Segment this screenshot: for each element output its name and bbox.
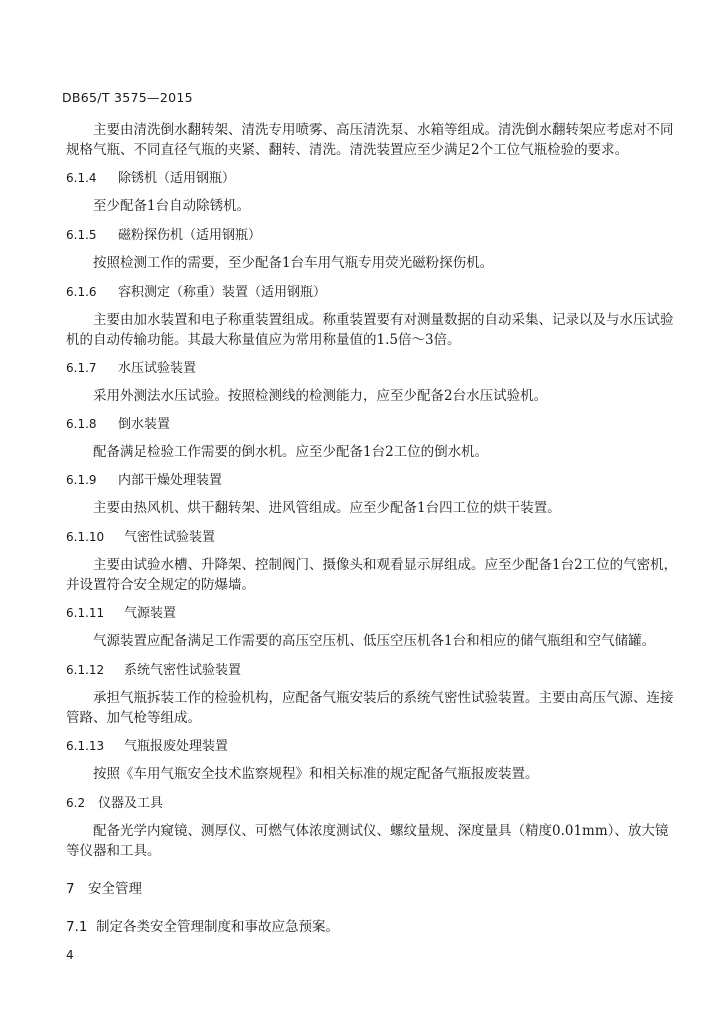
section-heading-6-2	[66, 795, 163, 812]
paragraph-line: 主要由清洗倒水翻转架、清洗专用喷雾、高压清洗泵、水箱等组成。清洗倒水翻转架应考虑对不同	[93, 122, 674, 138]
section-heading-6-1-5	[66, 227, 261, 244]
paragraph-line: 承担气瓶拆装工作的检验机构，应配备气瓶安装后的系统气密性试验装置。主要由高压气源、连接	[93, 690, 674, 706]
section-number: 6.2	[66, 796, 86, 810]
section-number: 6.1.11	[66, 606, 105, 620]
paragraph-line: 气源装置应配备满足工作需要的高压空压机、低压空压机各1台和相应的储气瓶组和空气储罐。	[93, 633, 656, 649]
clause-number: 7.1	[66, 919, 88, 935]
paragraph-line: 至少配备1台自动除锈机。	[93, 198, 251, 214]
section-heading-6-1-9	[66, 472, 222, 489]
paragraph-line: 主要由热风机、烘干翻转架、进风管组成。应至少配备1台四工位的烘干装置。	[93, 500, 561, 516]
paragraph-line: 等仪器和工具。	[66, 843, 161, 859]
section-title: 仪器及工具	[98, 796, 164, 811]
section-number: 6.1.9	[66, 473, 97, 487]
paragraph-line: 并设置符合安全规定的防爆墙。	[66, 577, 255, 593]
section-number: 6.1.10	[66, 530, 105, 544]
clause-7-1	[66, 919, 339, 935]
section-heading-6-1-4	[66, 170, 235, 187]
section-title: 气源装置	[124, 606, 177, 621]
section-title: 除锈机（适用钢瓶）	[118, 171, 236, 186]
section-heading-6-1-11	[66, 605, 176, 622]
paragraph-line: 按照检测工作的需要，至少配备1台车用气瓶专用荧光磁粉探伤机。	[93, 255, 494, 271]
section-heading-6-1-12	[66, 662, 241, 679]
clause-text: 制定各类安全管理制度和事故应急预案。	[96, 919, 339, 935]
section-title: 磁粉探伤机（适用钢瓶）	[118, 228, 262, 243]
section-heading-6-1-10	[66, 529, 215, 546]
paragraph-line: 主要由加水装置和电子称重装置组成。称重装置要有对测量数据的自动采集、记录以及与水压试验	[93, 312, 674, 328]
section-title: 气密性试验装置	[124, 530, 216, 545]
section-title: 容积测定（称重）装置（适用钢瓶）	[118, 285, 327, 300]
section-number: 6.1.8	[66, 417, 97, 431]
document-header: DB65/T 3575—2015	[62, 90, 193, 105]
section-heading-6-1-8	[66, 416, 170, 433]
chapter-number: 7	[66, 881, 75, 897]
section-heading-6-1-7	[66, 360, 196, 377]
section-heading-6-1-6	[66, 284, 326, 301]
section-number: 6.1.13	[66, 739, 105, 753]
paragraph-line: 配备满足检验工作需要的倒水机。应至少配备1台2工位的倒水机。	[93, 444, 489, 460]
paragraph-line: 配备光学内窥镜、测厚仪、可燃气体浓度测试仪、螺纹量规、深度量具（精度0.01mm）、放大镜	[93, 823, 669, 839]
paragraph-line: 管路、加气枪等组成。	[66, 710, 201, 726]
section-title: 系统气密性试验装置	[124, 663, 242, 678]
section-title: 水压试验装置	[118, 361, 197, 376]
section-title: 气瓶报废处理装置	[124, 739, 229, 754]
section-number: 6.1.4	[66, 171, 97, 185]
paragraph-line: 采用外测法水压试验。按照检测线的检测能力，应至少配备2台水压试验机。	[93, 388, 548, 404]
section-number: 6.1.6	[66, 285, 97, 299]
paragraph-line: 按照《车用气瓶安全技术监察规程》和相关标准的规定配备气瓶报废装置。	[93, 766, 539, 782]
paragraph-line: 主要由试验水槽、升降架、控制阀门、摄像头和观看显示屏组成。应至少配备1台2工位的气密机，	[93, 557, 678, 573]
section-number: 6.1.12	[66, 663, 105, 677]
chapter-heading-7	[66, 881, 142, 897]
section-title: 倒水装置	[118, 417, 171, 432]
paragraph-line: 机的自动传输功能。其最大称量值应为常用称量值的1.5倍～3倍。	[66, 332, 461, 348]
paragraph-line: 规格气瓶、不同直径气瓶的夹紧、翻转、清洗。清洗装置应至少满足2个工位气瓶检验的要求。	[66, 142, 629, 158]
section-number: 6.1.7	[66, 361, 97, 375]
section-title: 内部干燥处理装置	[118, 473, 223, 488]
section-number: 6.1.5	[66, 228, 97, 242]
section-heading-6-1-13	[66, 738, 228, 755]
page-number: 4	[66, 948, 74, 962]
chapter-title: 安全管理	[88, 881, 142, 897]
